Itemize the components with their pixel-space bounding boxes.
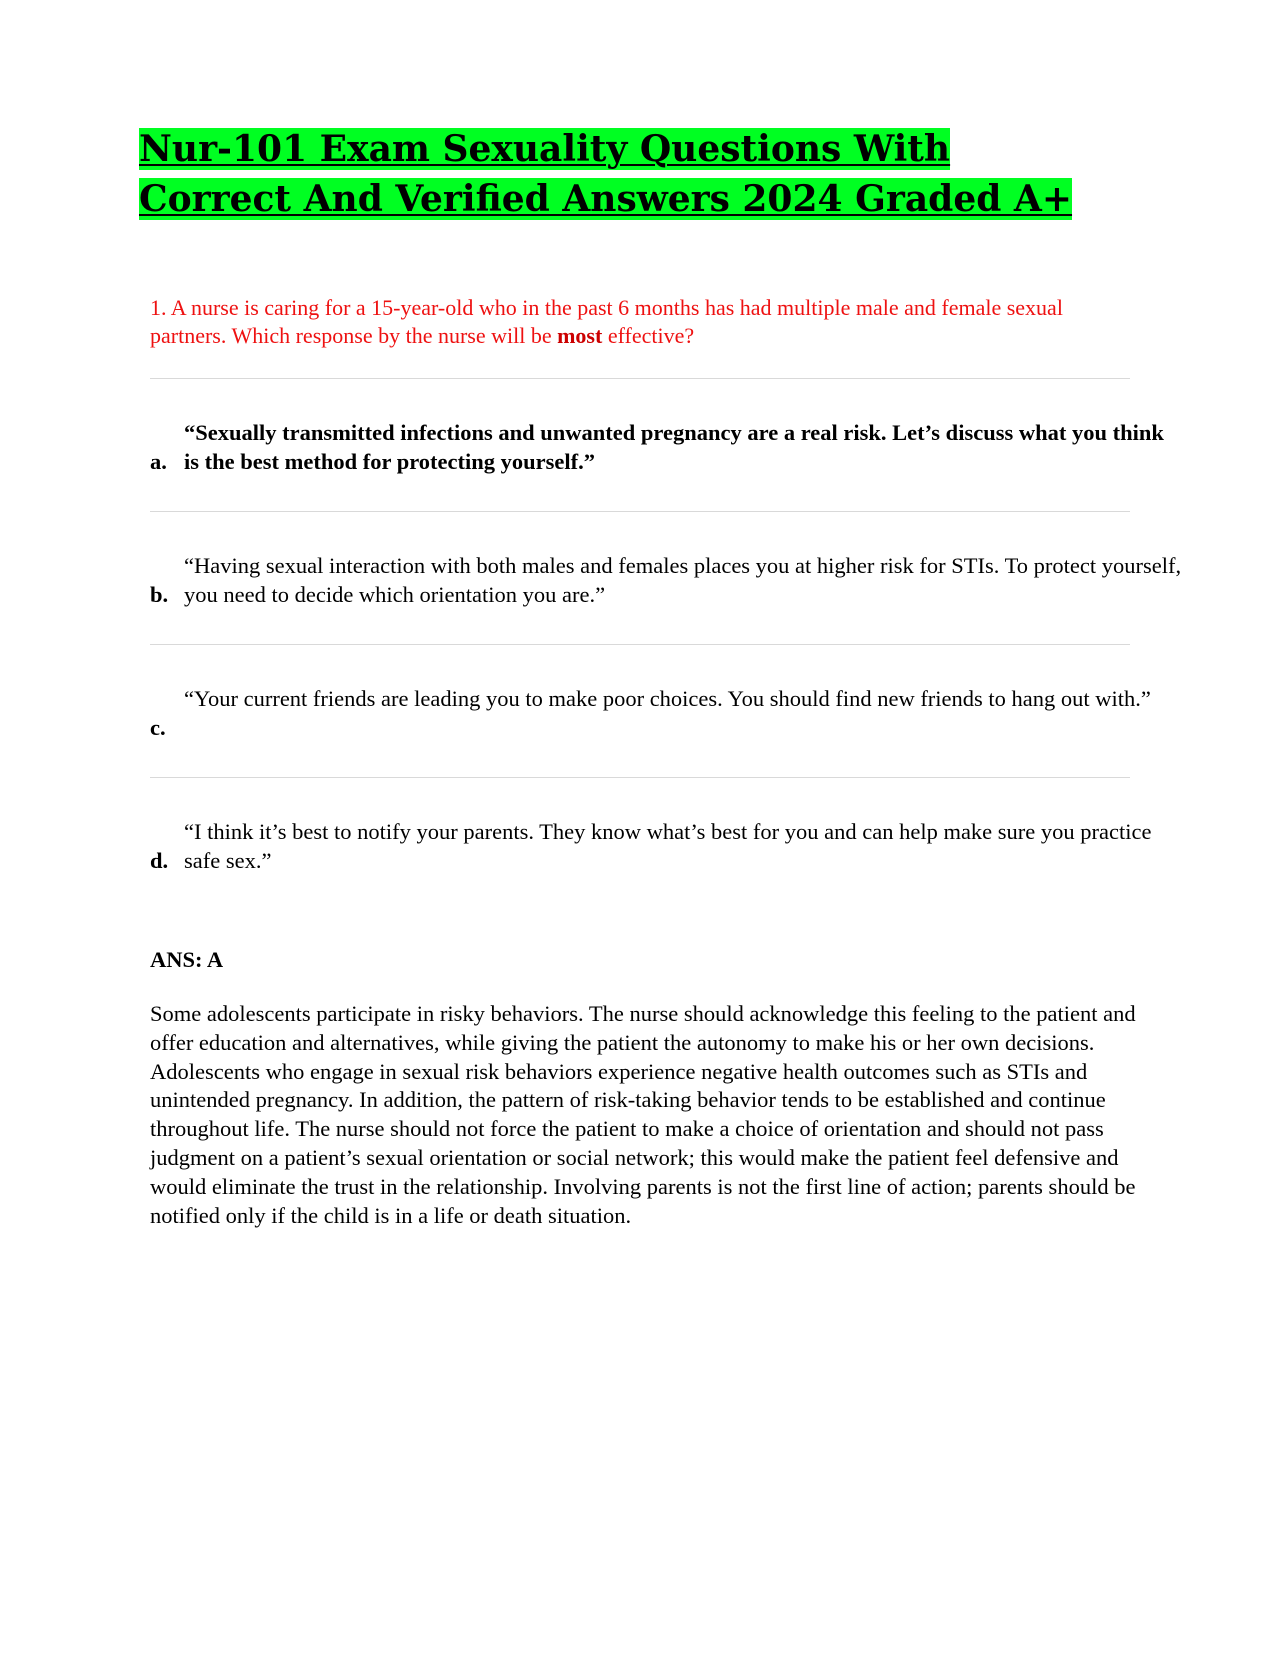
option-letter: d.	[150, 848, 169, 873]
divider	[150, 378, 1130, 379]
option-text: “Sexually transmitted infections and unwanted pregnancy are a real risk. Let’s discuss what you think is the best method for protecting yourself.”	[184, 420, 1164, 474]
answer-label: ANS: A	[150, 947, 224, 972]
option-letter: c.	[150, 715, 166, 740]
question-text-end: effective?	[602, 323, 695, 348]
option-letter: a.	[150, 449, 167, 474]
question-emphasis: most	[557, 323, 603, 348]
option-text: “I think it’s best to notify your parents. They know what’s best for you and can help make sure you practice safe sex.”	[184, 819, 1152, 873]
answer-rationale: Some adolescents participate in risky behaviors. The nurse should acknowledge this feeling to the patient and offer education and alternatives, while giving the patient the autonomy to make his or her own decisions. Adolescents who engage in sexual risk behaviors experience negative health outcomes such as STIs and unintended pregnancy. In addition, the pattern of risk-taking behavior tends to be established and continue throughout life. The nurse should not force the patient to make a choice of orientation and should not pass judgment on a patient’s sexual orientation or social network; this would make the patient feel defensive and would eliminate the trust in the relationship. Involving parents is not the first line of action; parents should be notified only if the child is in a life or death situation.	[150, 1001, 1136, 1228]
option-letter: b.	[150, 582, 169, 607]
divider	[150, 644, 1130, 645]
divider	[150, 511, 1130, 512]
question-text: 1. A nurse is caring for a 15-year-old who in the past 6 months has had multiple male and female sexual partners. Which response by the nurse will be	[150, 295, 1063, 348]
option-text: “Having sexual interaction with both males and females places you at higher risk for STIs. To protect yourself, you need to decide which orientation you are.”	[184, 553, 1182, 607]
title-highlight: Nur-101 Exam Sexuality Questions With Correct And Verified Answers 2024 Graded A+	[139, 128, 1073, 220]
divider	[150, 777, 1130, 778]
option-text: “Your current friends are leading you to make poor choices. You should find new friends to hang out with.”	[184, 686, 1151, 711]
question-stem	[150, 294, 1130, 350]
document-title	[139, 124, 1099, 224]
